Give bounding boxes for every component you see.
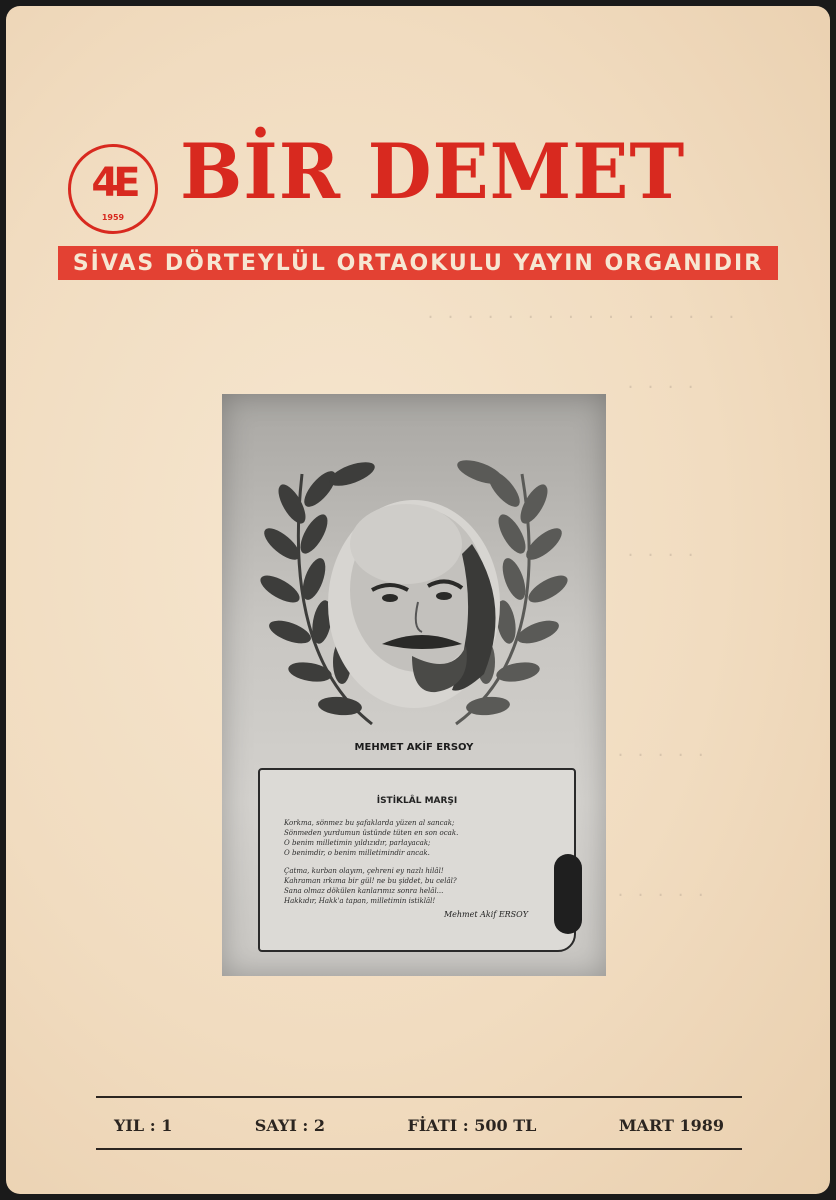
cover-photo — [222, 394, 606, 976]
footer-rule-bottom — [96, 1148, 742, 1150]
laurel-wreath-illustration — [222, 394, 606, 764]
magazine-subtitle: SİVAS DÖRTEYLÜL ORTAOKULU YAYIN ORGANIDIR — [72, 250, 764, 276]
poem-line: Sana olmaz dökülen kanlarımız sonra helâl... — [284, 887, 444, 895]
poem-line: Kahraman ırkıma bir gül! ne bu şiddet, bu celâl? — [284, 877, 457, 885]
poem-line: O benim milletimin yıldızıdır, parlayacak; — [284, 839, 431, 847]
issue-number: SAYI : 2 — [254, 1115, 326, 1135]
show-through-text: · · · · · — [616, 746, 707, 764]
footer-rule-top — [96, 1096, 742, 1098]
show-through-text: · · · · · · · · · · · · · · · · — [426, 308, 737, 326]
show-through-text: · · · · — [626, 546, 697, 564]
poem-line: Korkma, sönmez bu şafaklarda yüzen al sancak; — [284, 819, 455, 827]
scroll-curl — [554, 854, 582, 934]
issue-info-bar — [96, 1112, 742, 1138]
poem-signature: Mehmet Akif ERSOY — [443, 910, 528, 919]
poem-line: O benimdir, o benim milletimindir ancak. — [284, 849, 430, 857]
logo-mark: 4E — [91, 160, 135, 206]
magazine-title: BİR DEMET — [180, 127, 686, 216]
logo-year: 1959 — [101, 213, 125, 222]
poem-text — [284, 818, 524, 906]
subtitle-band — [58, 246, 778, 280]
portrait-caption: MEHMET AKİF ERSOY — [354, 742, 474, 753]
portrait-illustration — [328, 500, 500, 708]
poem-line: Çatma, kurban olayım, çehreni ey nazlı hilâl! — [284, 867, 444, 875]
magazine-cover — [6, 6, 830, 1194]
issue-date: MART 1989 — [618, 1115, 724, 1135]
show-through-text: · · · · · — [616, 886, 707, 904]
anthem-scroll — [258, 768, 576, 952]
poem-line: Sönmeden yurdumun üstünde tüten en son ocak. — [284, 829, 459, 837]
issue-year: YIL : 1 — [114, 1115, 173, 1135]
issue-price: FİATI : 500 TL — [407, 1115, 537, 1135]
poem-line: Hakkıdır, Hakk'a tapan, milletimin istiklâl! — [284, 897, 436, 905]
show-through-text: · · · · — [626, 378, 697, 396]
school-logo — [68, 144, 158, 234]
poem-title: İSTİKLÂL MARŞI — [376, 796, 458, 806]
